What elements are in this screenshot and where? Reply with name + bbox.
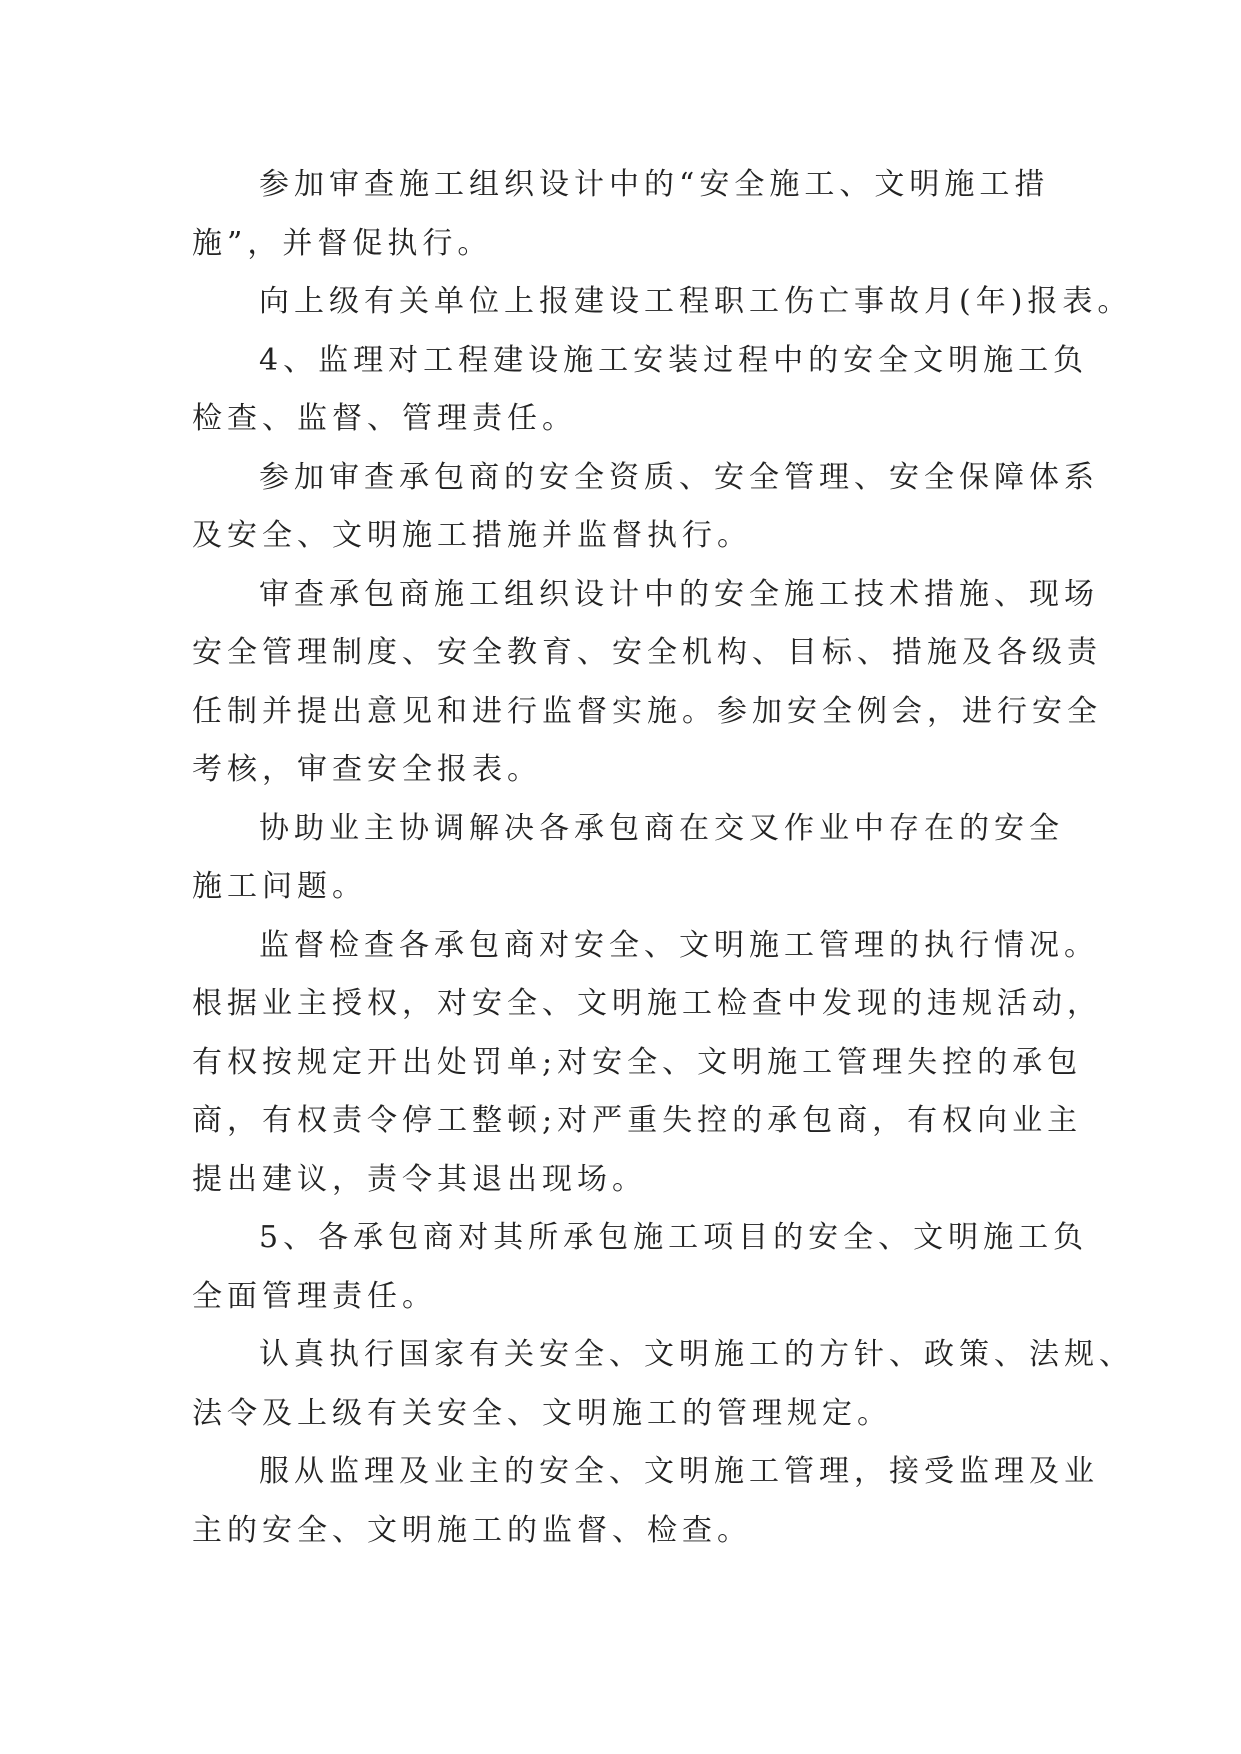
paragraph-line: 全面管理责任。 bbox=[192, 1278, 437, 1314]
paragraph-line: 安全管理制度、安全教育、安全机构、目标、措施及各级责 bbox=[192, 635, 1102, 670]
paragraph-line: 法令及上级有关安全、文明施工的管理规定。 bbox=[192, 1395, 892, 1431]
paragraph-line: 提出建议，责令其退出现场。 bbox=[192, 1161, 647, 1197]
paragraph-line: 协助业主协调解决各承包商在交叉作业中存在的安全 bbox=[259, 810, 1064, 846]
paragraph-line: 检查、监督、管理责任。 bbox=[192, 401, 577, 436]
paragraph-line: 参加审查承包商的安全资质、安全管理、安全保障体系 bbox=[259, 459, 1099, 495]
paragraph-line: 主的安全、文明施工的监督、检查。 bbox=[192, 1512, 752, 1548]
paragraph-line: 审查承包商施工组织设计中的安全施工技术措施、现场 bbox=[259, 576, 1099, 612]
paragraph-line: 任制并提出意见和进行监督实施。参加安全例会，进行安全 bbox=[192, 693, 1102, 729]
paragraph-line: 5、各承包商对其所承包施工项目的安全、文明施工负 bbox=[259, 1220, 1089, 1255]
body-text bbox=[192, 156, 1134, 1560]
paragraph-line: 根据业主授权，对安全、文明施工检查中发现的违规活动， bbox=[192, 986, 1102, 1021]
paragraph-line: 有权按规定开出处罚单;对安全、文明施工管理失控的承包 bbox=[192, 1044, 1083, 1080]
paragraph-line: 参加审查施工组织设计中的“安全施工、文明施工措 bbox=[259, 167, 1050, 202]
paragraph-line: 认真执行国家有关安全、文明施工的方针、政策、法规、 bbox=[259, 1337, 1134, 1372]
paragraph-line: 及安全、文明施工措施并监督执行。 bbox=[192, 518, 752, 553]
paragraph-line: 商，有权责令停工整顿;对严重失控的承包商，有权向业主 bbox=[192, 1103, 1083, 1138]
paragraph-line: 施工问题。 bbox=[192, 869, 367, 904]
paragraph-line: 监督检查各承包商对安全、文明施工管理的执行情况。 bbox=[259, 927, 1099, 963]
paragraph-line: 4、监理对工程建设施工安装过程中的安全文明施工负 bbox=[259, 342, 1089, 378]
paragraph-line: 施”，并督促执行。 bbox=[192, 225, 493, 261]
paragraph-line: 考核，审查安全报表。 bbox=[192, 752, 542, 787]
paragraph-line: 服从监理及业主的安全、文明施工管理，接受监理及业 bbox=[259, 1454, 1099, 1489]
paragraph-line: 向上级有关单位上报建设工程职工伤亡事故月(年)报表。 bbox=[259, 284, 1133, 319]
